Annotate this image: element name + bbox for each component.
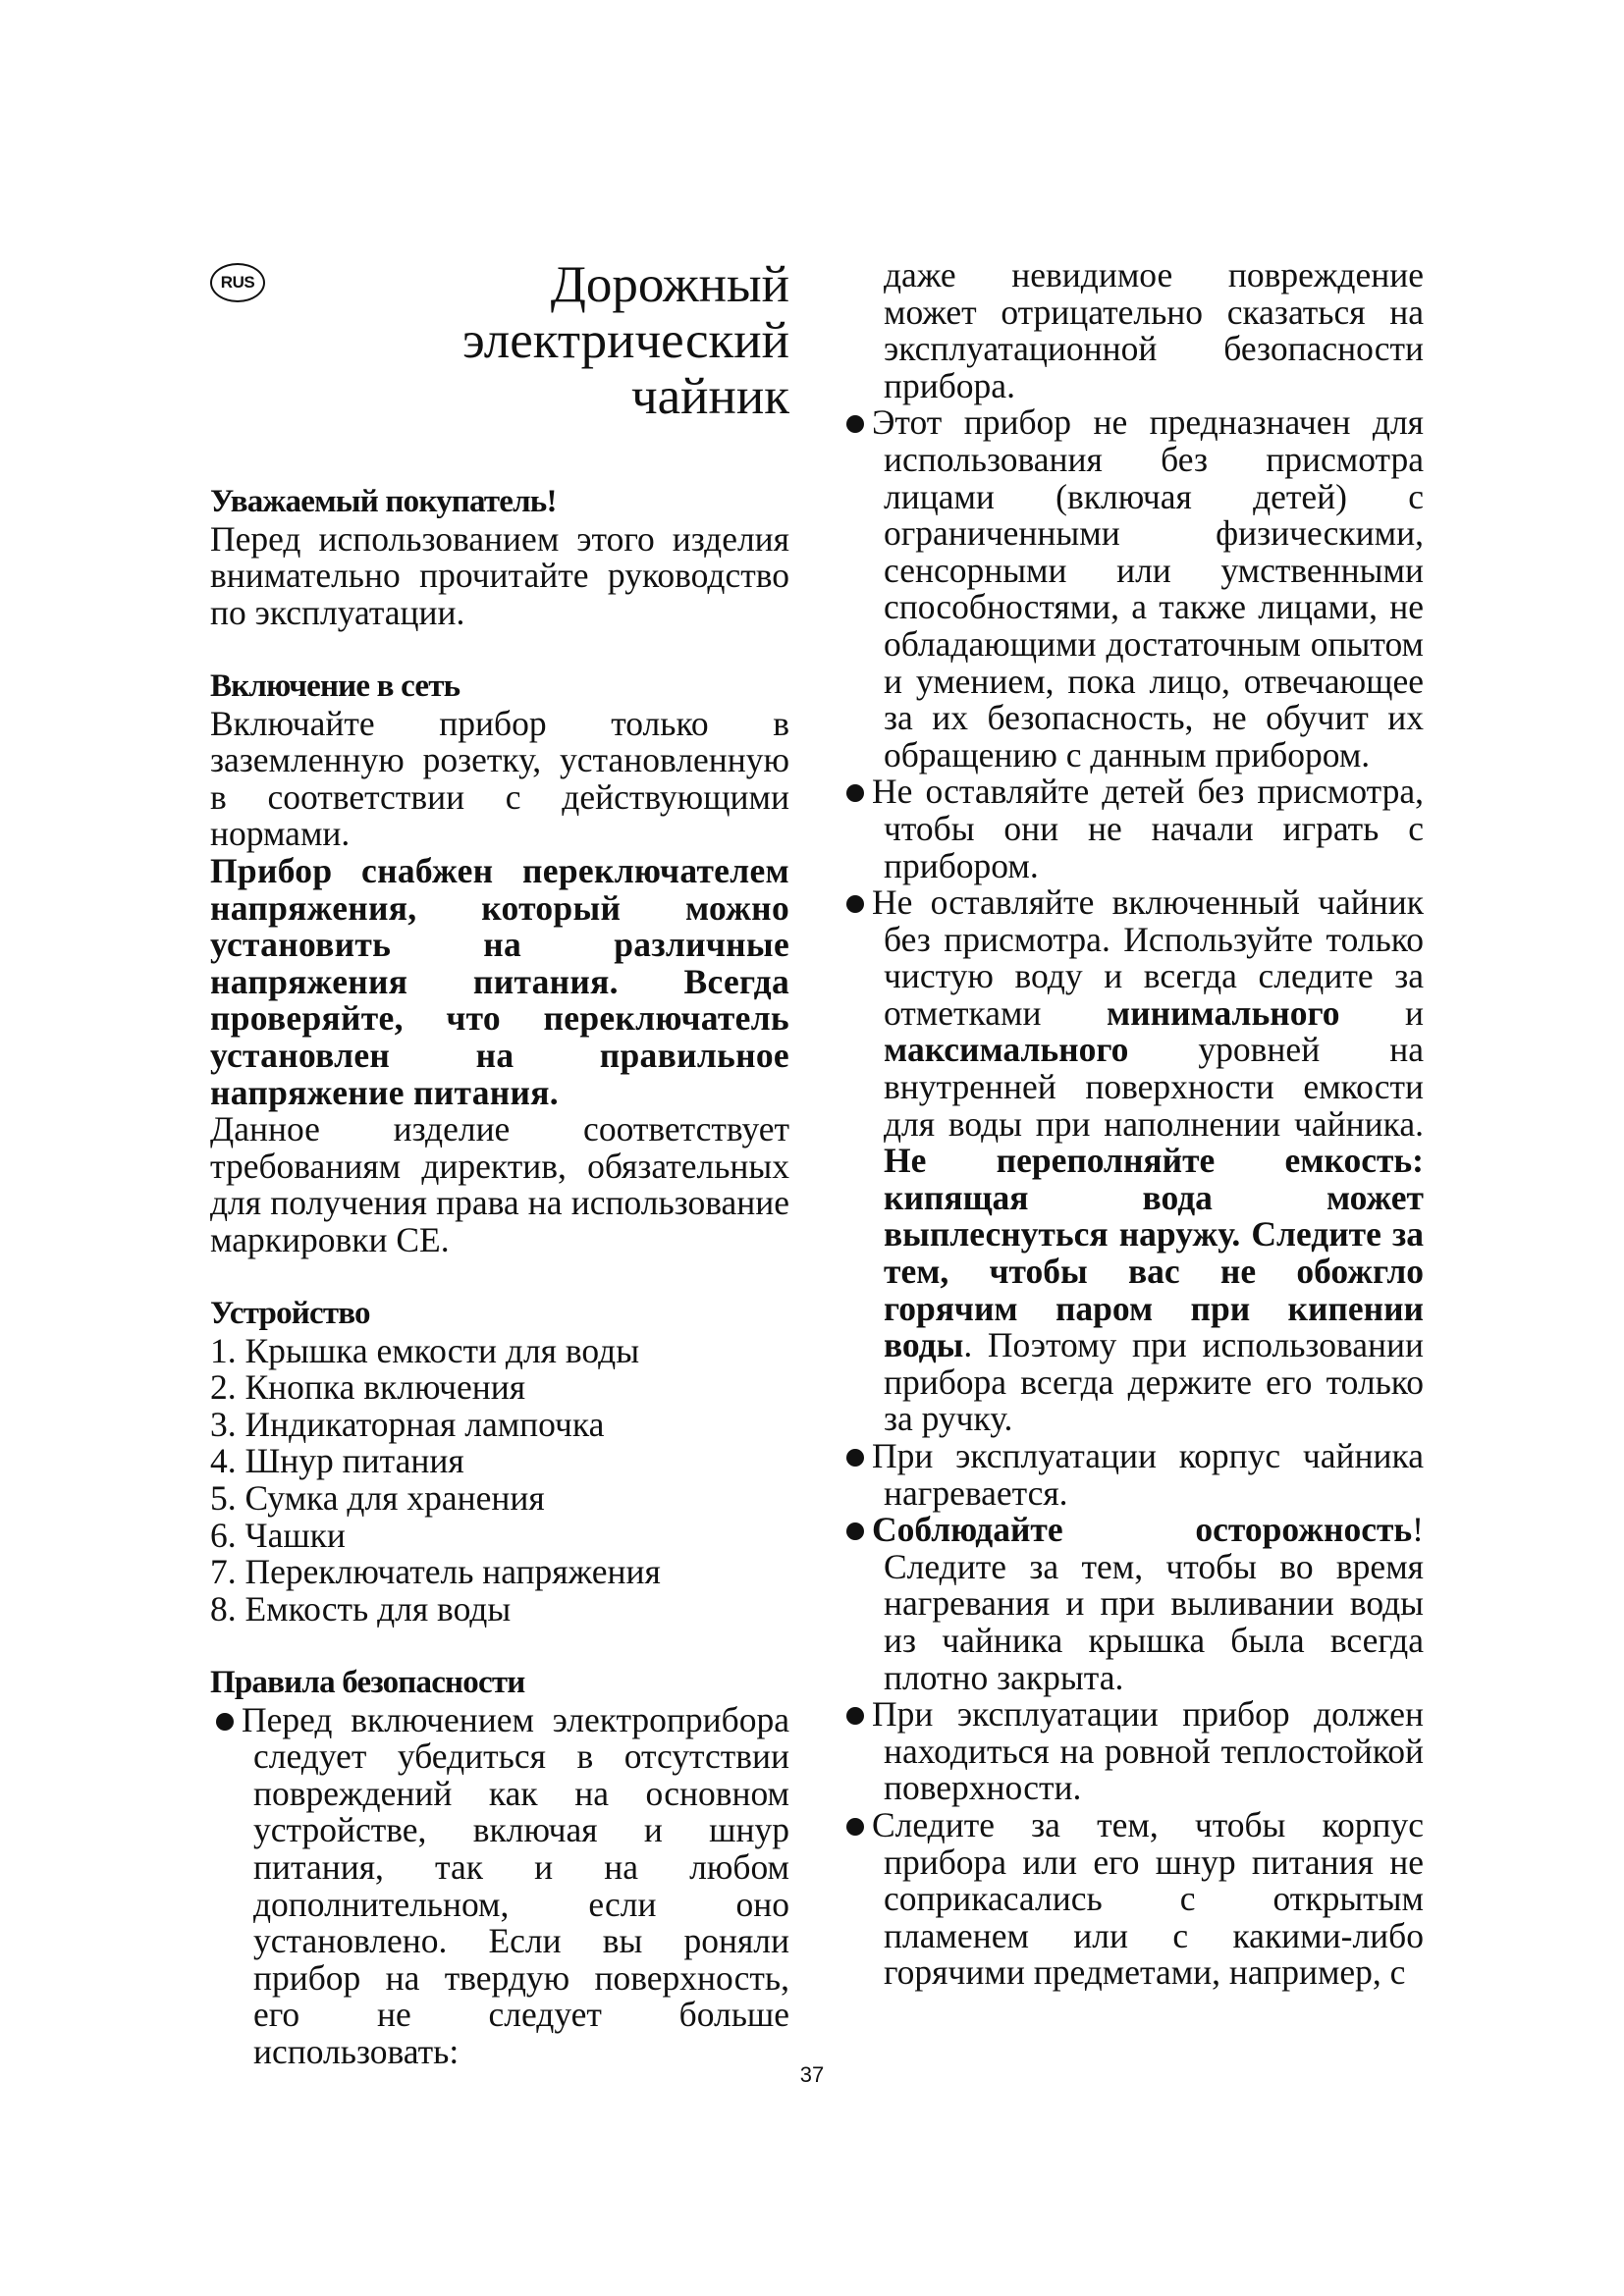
list-item: 6. Чашки [210,1515,346,1555]
list-item [840,1804,1424,1993]
voltage-warning: Прибор снабжен переключателем напряжения, который можно установить на различные напряжения питания. Всегда проверяйте, что переключатель установлен на правильное напряжение питания. [210,850,789,1112]
safety-item-continuation: даже невидимое повреждение может отрицательно сказаться на эксплуатационной безопасности прибора. [884,255,1424,405]
list-item [840,1696,1424,1807]
ce-text: Данное изделие соответствует требованиям директив, обязательных для получения права на использование маркировки CE. [210,1109,789,1259]
safety-item-text: и [1405,992,1424,1033]
safety-item-text: При эксплуатации прибор должен находиться на ровной теплостойкой поверхности. [872,1694,1424,1808]
bullet-icon [846,1522,864,1540]
list-item [840,1438,1424,1512]
bullet-icon [846,1449,864,1467]
list-item: 2. Кнопка включения [210,1367,526,1408]
safety-item-text: ! [1412,1510,1424,1550]
safety-list [210,1699,789,2071]
list-item [840,774,1424,884]
safety-item-text: Не оставляйте включенный чайник без присмотра. Используйте только чистую воду и всегда следите за отметками [872,882,1424,1033]
safety-emphasis: минимального [1107,992,1340,1033]
title-line: чайник [630,368,789,425]
title-line: Дорожный [550,256,789,313]
list-item [840,1512,1424,1696]
power-text: Включайте прибор только в заземленную розетку, установленную в соответствии с действующими нормами. [210,703,789,854]
power-heading: Включение в сеть [210,667,460,704]
bullet-icon [846,895,864,913]
bullet-icon [216,1713,234,1731]
list-item: 8. Емкость для воды [210,1588,512,1629]
device-heading: Устройство [210,1296,370,1332]
list-item [210,1699,789,2071]
list-item: 1. Крышка емкости для воды [210,1330,640,1370]
safety-list-continued [840,404,1424,1992]
safety-item-text: Перед включением электроприбора следует убедиться в отсутствии повреждений как на основном устройстве, включая и шнур питания, так и на любом дополнительном, если оно установлено. Если вы роняли прибор на твердую поверхность, его не следует больше использовать: [242,1699,789,2071]
safety-heading: Правила безопасности [210,1665,525,1700]
safety-item-text: При эксплуатации корпус чайника нагревается. [872,1436,1424,1513]
list-item: 7. Переключатель напряжения [210,1552,661,1592]
list-item: 3. Индикаторная лампочка [210,1404,605,1444]
page-number: 37 [799,2062,825,2087]
bullet-icon [846,1818,864,1836]
list-item: 4. Шнур питания [210,1441,464,1481]
caution-emphasis: Соблюдайте осторожность [872,1510,1413,1550]
bullet-icon [846,415,864,433]
bullet-icon [846,1707,864,1725]
title-line: электрический [462,312,789,369]
overfill-warning: Не переполняйте емкость: кипящая вода может выплеснуться наружу. Следите за тем, чтобы вас не обожгло горячим паром при кипении воды [884,1141,1424,1365]
language-badge: RUS [210,263,265,302]
list-item [840,404,1424,774]
safety-item-text: Этот прибор не предназначен для использования без присмотра лицами (включая детей) с ограниченными физическими, сенсорными или умственными способностями, а также лицами, не обладающими достаточным опытом и умением, пока лицо, отвечающее за их безопасность, не обучит их обращению с данным прибором. [872,402,1424,774]
device-parts-list [210,1330,789,1629]
safety-item-text: . Поэтому при использовании прибора всегда держите его только за ручку. [884,1325,1424,1439]
greeting-text: Перед использованием этого изделия внимательно прочитайте руководство по эксплуатации. [210,518,789,632]
right-column [840,257,1424,1992]
safety-item-text: Следите за тем, чтобы корпус прибора или его шнур питания не соприкасались с открытым пламенем или с какими-либо горячими предметами, например, с [872,1804,1424,1993]
safety-emphasis: максимального [884,1030,1129,1070]
bullet-icon [846,784,864,802]
page-title [210,257,789,425]
safety-item-text: Не оставляйте детей без присмотра, чтобы они не начали играть с прибором. [872,772,1424,885]
left-column [210,257,789,2071]
safety-item-text: уровней на внутренней поверхности емкости для воды при наполнении чайника. [884,1030,1424,1144]
list-item: 5. Сумка для хранения [210,1478,545,1519]
list-item [840,884,1424,1438]
safety-item-text: Следите за тем, чтобы во время нагревания и при выливании воды из чайника крышка была всегда плотно закрыта. [884,1546,1424,1697]
greeting-heading: Уважаемый покупатель! [210,484,557,519]
